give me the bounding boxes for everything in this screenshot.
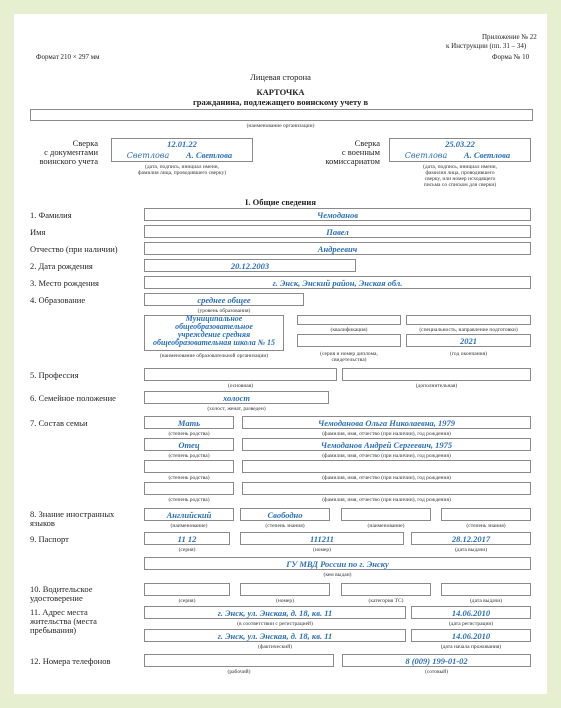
recon-right-hint-1: (дата, подпись, инициал имени, (423, 164, 497, 170)
phone-work-field[interactable] (144, 654, 334, 667)
family-relation-value: Мать (177, 418, 201, 428)
grad-year-hint: (год окончания) (449, 351, 487, 357)
passport-number-value: 111211 (309, 534, 335, 544)
dob-label: 2. Дата рождения (30, 261, 93, 271)
profession-main-field[interactable] (144, 368, 337, 381)
address-label-2: жительства (места (30, 616, 97, 626)
form-number-label: Форма № 10 (492, 53, 530, 61)
phone-mobile-hint: (сотовый) (424, 669, 449, 675)
instruction-label: к Инструкции (пп. 31 – 34) (446, 42, 527, 50)
address-registered-hint: (в соответствии с регистрацией) (237, 621, 313, 627)
diploma-hint-1: (серия и номер диплома, (320, 351, 378, 357)
passport-date-value: 28.12.2017 (451, 534, 491, 544)
languages-label-2: языков (30, 518, 55, 528)
section-title: I. Общие сведения (245, 197, 316, 207)
school-line-4: общеобразовательная школа № 15 (152, 338, 276, 347)
pob-label: 3. Место рождения (30, 278, 99, 288)
marital-label: 6. Семейное положение (30, 393, 116, 403)
license-category-field[interactable] (341, 583, 431, 596)
organization-field[interactable] (30, 109, 533, 121)
license-date-hint: (дата выдачи) (469, 598, 503, 604)
family-person-hint: (фамилия, имя, отчество (при наличии), год рождения) (322, 453, 451, 459)
family-relation-field[interactable] (144, 460, 234, 473)
language-level-field[interactable] (441, 508, 531, 521)
family-relation-value: Отец (178, 440, 200, 450)
school-line-1: Муниципальное (185, 314, 243, 323)
marital-hint: (холост, женат, разведен) (207, 406, 266, 412)
passport-issuer-hint: (кем выдан) (323, 572, 352, 578)
license-date-field[interactable] (441, 583, 531, 596)
marital-value: холост (222, 393, 251, 403)
family-relation-hint: (степень родства) (168, 453, 210, 459)
surname-value: Чемоданов (316, 210, 359, 220)
family-person-field[interactable] (242, 460, 531, 473)
address-actual-hint: (фактический) (258, 644, 292, 650)
recon-left-signature: Светлова (126, 151, 170, 160)
school-hint: (наименование образовательной организации) (159, 353, 269, 359)
address-registered-date-value: 14.06.2010 (451, 608, 491, 618)
address-label-1: 11. Адрес места (30, 607, 88, 617)
recon-left-label-2: с документами (44, 147, 98, 157)
first-name-value: Павел (326, 227, 349, 237)
profession-main-hint: (основная) (227, 383, 254, 389)
organization-hint: (наименование организации) (246, 123, 315, 129)
recon-right-label-1: Сверка (354, 138, 380, 148)
language-name-hint: (наименование) (170, 523, 208, 529)
appendix-label: Приложение № 22 (482, 33, 537, 41)
language-level-hint: (степень знания) (466, 523, 506, 529)
education-level-value: среднее общее (197, 295, 251, 305)
card-title: КАРТОЧКА (256, 87, 305, 97)
family-person-hint: (фамилия, имя, отчество (при наличии), год рождения) (322, 497, 451, 503)
recon-right-label-3: комиссариатом (325, 156, 380, 166)
passport-date-hint: (дата выдачи) (454, 547, 488, 553)
address-registered-date-hint: (дата регистрации) (448, 621, 494, 627)
passport-label: 9. Паспорт (30, 534, 69, 544)
language-name-hint: (наименование) (367, 523, 405, 529)
qualification-field[interactable] (297, 315, 401, 325)
specialty-field[interactable] (406, 315, 531, 325)
education-label: 4. Образование (30, 295, 86, 305)
first-name-label: Имя (30, 227, 46, 237)
recon-right-hint-2: фамилия лица, проводившего (425, 170, 495, 176)
diploma-hint-2: свидетельства) (331, 357, 367, 363)
phone-work-hint: (рабочий) (227, 669, 251, 675)
license-series-hint: (серия) (178, 598, 196, 604)
recon-left-name: А. Светлова (185, 150, 233, 160)
family-person-hint: (фамилия, имя, отчество (при наличии), год рождения) (322, 431, 451, 437)
qualification-hint: (квалификация) (330, 327, 368, 333)
school-line-3: учреждение средняя (177, 330, 251, 339)
recon-left-hint-1: (дата, подпись, инициал имени, (145, 164, 219, 170)
passport-issuer-value: ГУ МВД России по г. Энску (286, 559, 389, 569)
language-name-value: Английский (166, 510, 212, 520)
address-actual-value: г. Энск, ул. Энская, д. 18, кв. 11 (217, 631, 333, 641)
family-relation-field[interactable] (144, 482, 234, 495)
address-actual-date-value: 14.06.2010 (451, 631, 491, 641)
family-person-field[interactable] (242, 482, 531, 495)
school-line-2: общеобразовательное (175, 322, 253, 331)
language-level-value: Свободно (267, 510, 303, 520)
recon-left-label-3: воинского учета (39, 156, 98, 166)
passport-series-value: 11 12 (177, 534, 197, 544)
diploma-field[interactable] (297, 334, 401, 347)
license-label-2: удостоверение (30, 593, 83, 603)
languages-label-1: 8. Знание иностранных (30, 509, 115, 519)
education-level-hint: (уровень образования) (197, 308, 251, 314)
form-sheet (14, 14, 547, 694)
format-label: Формат 210 × 297 мм (36, 53, 100, 61)
profession-label: 5. Профессия (30, 370, 79, 380)
surname-label: 1. Фамилия (30, 210, 72, 220)
specialty-hint: (специальность, направление подготовки) (419, 327, 518, 333)
recon-right-hint-3: сверку, или номер исходящего (424, 176, 496, 182)
recon-right-label-2: с военным (341, 147, 380, 157)
grad-year-value: 2021 (460, 336, 477, 346)
patronymic-value: Андреевич (317, 244, 358, 254)
recon-right-name: А. Светлова (463, 150, 511, 160)
profession-extra-field[interactable] (342, 368, 531, 381)
language-level-hint: (степень знания) (265, 523, 305, 529)
license-series-field[interactable] (144, 583, 230, 596)
profession-extra-hint: (дополнительная) (415, 383, 458, 389)
family-person-value: Чемоданов Андрей Сергеевич, 1975 (320, 440, 453, 450)
family-person-hint: (фамилия, имя, отчество (при наличии), год рождения) (322, 475, 451, 481)
license-number-field[interactable] (240, 583, 330, 596)
patronymic-label: Отчество (при наличии) (30, 244, 118, 254)
card-subtitle: гражданина, подлежащего воинскому учету в (192, 97, 369, 107)
dob-value: 20.12.2003 (230, 261, 270, 271)
recon-right-date: 25.03.22 (445, 139, 475, 149)
address-registered-value: г. Энск, ул. Энская, д. 18, кв. 11 (217, 608, 333, 618)
address-actual-date-hint: (дата начала проживания) (440, 644, 502, 650)
family-relation-hint: (степень родства) (168, 475, 210, 481)
language-name-field[interactable] (341, 508, 431, 521)
family-relation-hint: (степень родства) (168, 497, 210, 503)
license-label-1: 10. Водительское (30, 584, 93, 594)
license-category-hint: (категория ТС) (368, 598, 404, 604)
family-person-value: Чемоданова Ольга Николаевна, 1979 (317, 418, 456, 428)
side-label: Лицевая сторона (250, 72, 311, 82)
phones-label: 12. Номера телефонов (30, 656, 111, 666)
recon-right-signature: Светлова (404, 151, 448, 160)
recon-left-hint-2: фамилия лица, проводившего сверку) (137, 170, 227, 176)
recon-left-date: 12.01.22 (167, 139, 197, 149)
phone-mobile-value: 8 (009) 199-01-02 (405, 656, 468, 666)
recon-right-hint-4: письма со списком для сверки) (423, 182, 497, 188)
family-label: 7. Состав семьи (30, 418, 88, 428)
license-number-hint: (номер) (276, 598, 294, 604)
family-relation-hint: (степень родства) (168, 431, 210, 437)
recon-left-label-1: Сверка (72, 138, 98, 148)
address-label-3: пребывания) (30, 625, 77, 635)
pob-value: г. Энск, Энский район, Энская обл. (272, 278, 403, 288)
passport-number-hint: (номер) (313, 547, 331, 553)
passport-series-hint: (серия) (178, 547, 196, 553)
